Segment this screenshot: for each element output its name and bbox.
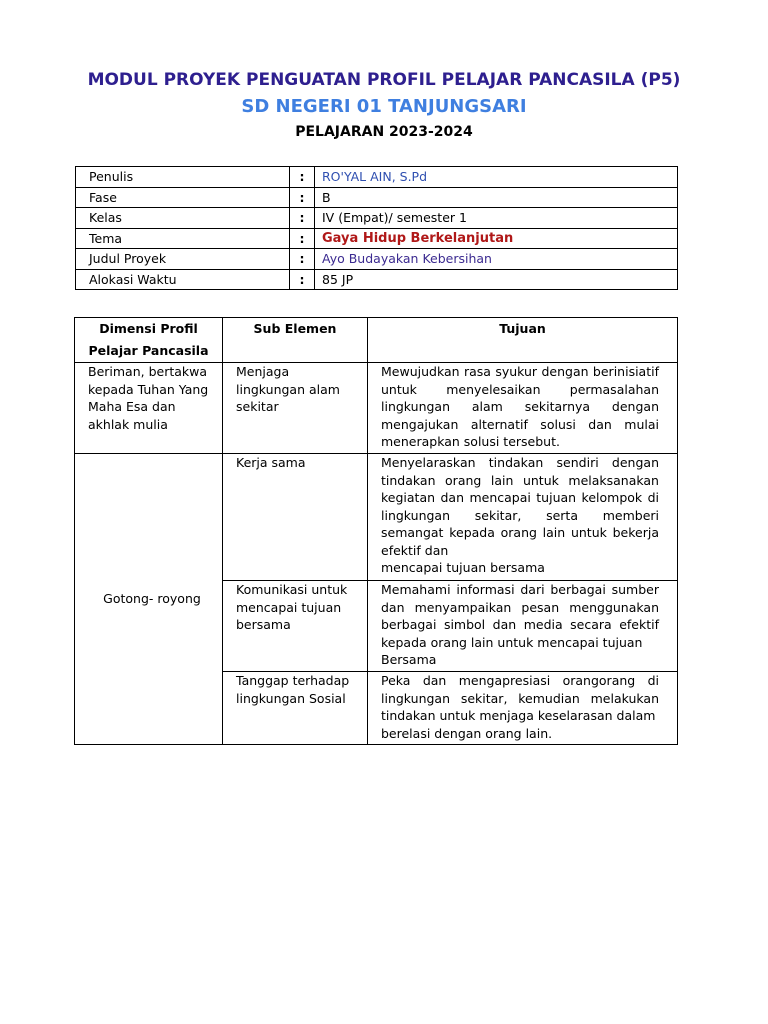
- dimensi-cell: Beriman, bertakwa kepada Tuhan Yang Maha Esa dan akhlak mulia: [75, 363, 223, 454]
- tujuan-cell: [368, 454, 678, 581]
- tujuan-text-tail: mencapai tujuan bersama: [381, 560, 545, 575]
- info-value-author: RO'YAL AIN, S.Pd: [315, 167, 678, 188]
- info-separator: :: [290, 167, 315, 188]
- tujuan-text-tail: Bersama: [381, 652, 437, 667]
- sub-elemen-cell: Tanggap terhadap lingkungan Sosial: [223, 672, 368, 745]
- info-separator: :: [290, 228, 315, 249]
- info-row-penulis: [76, 167, 678, 188]
- info-value-project-title: Ayo Budayakan Kebersihan: [315, 249, 678, 270]
- info-value-time-allocation: 85 JP: [315, 269, 678, 290]
- header-dimensi: [75, 318, 223, 363]
- info-value-theme: Gaya Hidup Berkelanjutan: [315, 228, 678, 249]
- info-value-phase: B: [315, 187, 678, 208]
- info-row-fase: [76, 187, 678, 208]
- info-row-kelas: [76, 208, 678, 229]
- document-title: MODUL PROYEK PENGUATAN PROFIL PELAJAR PANCASILA (P5): [87, 70, 681, 90]
- tujuan-text: Memahami informasi dari berbagai sumber dan menyampaikan pesan menggunakan berbagai simbol dan media secara efektif kepada orang lain untuk mencapai tujuan: [381, 582, 659, 650]
- sub-elemen-cell: Komunikasi untuk mencapai tujuan bersama: [223, 581, 368, 672]
- info-row-alokasi: [76, 269, 678, 290]
- info-separator: :: [290, 208, 315, 229]
- header-sub-elemen: Sub Elemen: [223, 318, 368, 363]
- dimension-row-beriman: [75, 363, 678, 454]
- tujuan-cell: [368, 672, 678, 745]
- info-label: Penulis: [76, 167, 290, 188]
- dimension-header-row: [75, 318, 678, 363]
- academic-year: PELAJARAN 2023-2024: [295, 124, 473, 140]
- tujuan-text: Menyelaraskan tindakan sendiri dengan tindakan orang lain untuk melaksanakan kegiatan dan mencapai tujuan kelompok di lingkungan sekitar, serta memberi semangat kepada orang lain untuk bekerja efektif dan: [381, 455, 659, 558]
- header-tujuan: Tujuan: [368, 318, 678, 363]
- info-label: Alokasi Waktu: [76, 269, 290, 290]
- school-name: SD NEGERI 01 TANJUNGSARI: [241, 96, 527, 117]
- info-separator: :: [290, 187, 315, 208]
- dimension-row-gotong-royong-1: [75, 454, 678, 581]
- info-row-judul: [76, 249, 678, 270]
- profile-dimension-table: [74, 317, 678, 745]
- info-label: Judul Proyek: [76, 249, 290, 270]
- header-dimensi-line2: Pelajar Pancasila: [88, 343, 209, 358]
- info-label: Kelas: [76, 208, 290, 229]
- sub-elemen-cell: Kerja sama: [223, 454, 368, 581]
- info-label: Fase: [76, 187, 290, 208]
- info-value-class: IV (Empat)/ semester 1: [315, 208, 678, 229]
- tujuan-cell: Mewujudkan rasa syukur dengan berinisiatif untuk menyelesaikan permasalahan lingkungan alam sekitarnya dengan mengajukan alternatif solusi dan mulai menerapkan solusi tersebut.: [368, 363, 678, 454]
- tujuan-text-tail: berelasi dengan orang lain.: [381, 725, 553, 741]
- tujuan-text: Peka dan mengapresiasi orangorang di lingkungan sekitar, kemudian melakukan tindakan untuk menjaga keselarasan dalam: [381, 673, 659, 723]
- info-separator: :: [290, 269, 315, 290]
- info-label: Tema: [76, 228, 290, 249]
- header-dimensi-line1: Dimensi Profil: [99, 321, 198, 336]
- sub-elemen-cell: Menjaga lingkungan alam sekitar: [223, 363, 368, 454]
- info-separator: :: [290, 249, 315, 270]
- dimensi-cell-gotong-royong: Gotong- royong: [75, 454, 223, 745]
- project-info-table: [75, 166, 678, 290]
- info-row-tema: [76, 228, 678, 249]
- tujuan-cell: [368, 581, 678, 672]
